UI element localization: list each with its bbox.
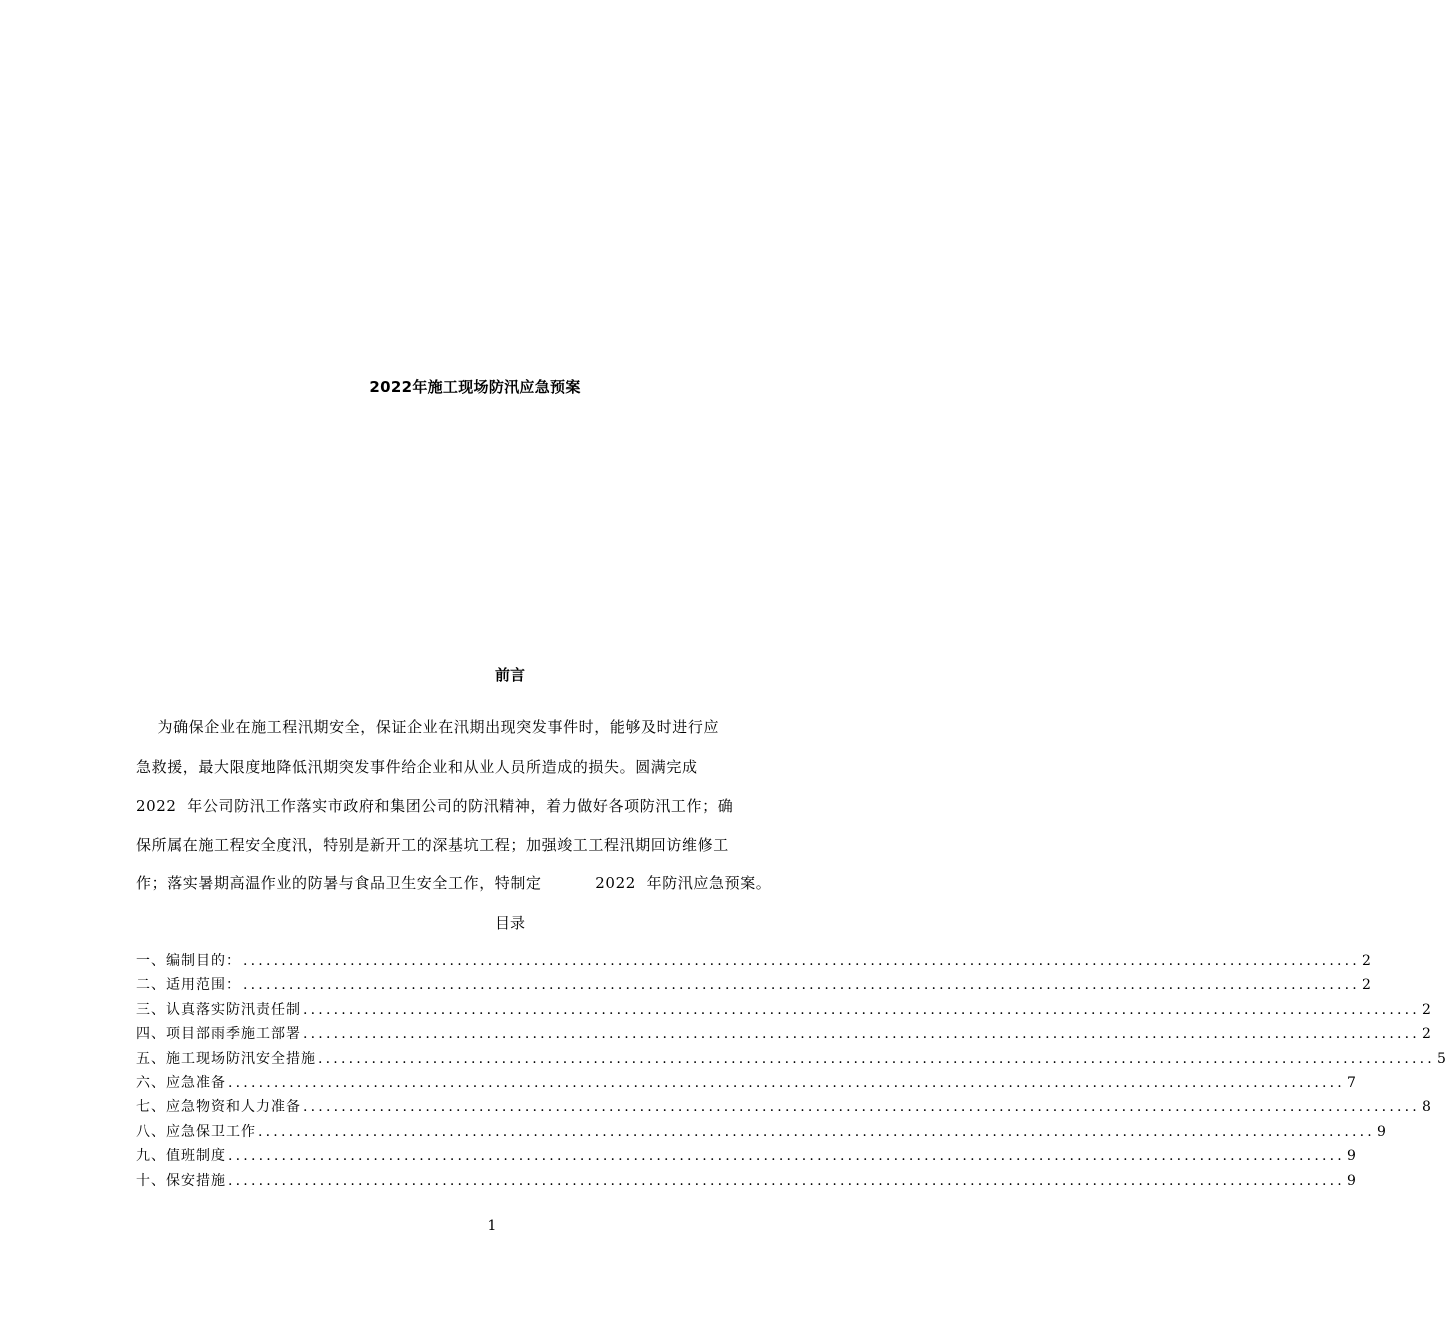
toc-entry-label: 四、项目部雨季施工部署 bbox=[136, 1026, 301, 1043]
toc-entry[interactable] bbox=[136, 1023, 1431, 1047]
toc-entry[interactable] bbox=[136, 999, 1431, 1023]
preface-heading: 前言 bbox=[494, 666, 525, 684]
toc-entry[interactable] bbox=[136, 1121, 1386, 1145]
toc-entry[interactable] bbox=[136, 1170, 1356, 1194]
toc-leader-dots: .................................................................................................................................................. bbox=[303, 1026, 1420, 1043]
toc-entry-page: 9 bbox=[1346, 1172, 1356, 1189]
preface-paragraph-line: 为确保企业在施工程汛期安全，保证企业在汛期出现突发事件时，能够及时进行应 bbox=[136, 718, 720, 736]
toc-leader-dots: .................................................................................................................................................. bbox=[228, 1172, 1345, 1189]
toc-entry-page: 2 bbox=[1421, 1026, 1431, 1043]
toc-entry-label: 七、应急物资和人力准备 bbox=[136, 1099, 301, 1116]
toc-entry[interactable] bbox=[136, 950, 1371, 974]
toc-leader-dots: .................................................................................................................................................. bbox=[258, 1123, 1375, 1140]
toc-entry-page: 8 bbox=[1421, 1099, 1431, 1116]
toc-entry-page: 2 bbox=[1361, 953, 1371, 969]
toc-leader-dots: .................................................................................................................................................. bbox=[228, 1074, 1345, 1091]
page-number: 1 bbox=[487, 1218, 497, 1234]
toc-entry[interactable] bbox=[136, 1096, 1431, 1120]
toc-leader-dots: .................................................................................................................................................. bbox=[243, 977, 1360, 994]
toc-entry[interactable] bbox=[136, 974, 1371, 998]
toc-entry[interactable] bbox=[136, 1145, 1356, 1169]
toc-entry-page: 5 bbox=[1436, 1050, 1446, 1067]
preface-paragraph-line: 作；落实暑期高温作业的防暑与食品卫生安全工作，特制定 2022 年防汛应急预案。 bbox=[136, 874, 772, 892]
toc-leader-dots: .................................................................................................................................................. bbox=[243, 953, 1360, 969]
toc-entry-page: 7 bbox=[1346, 1074, 1356, 1091]
toc-entry-page: 2 bbox=[1421, 1001, 1431, 1018]
toc-heading: 目录 bbox=[494, 914, 525, 932]
toc-entry-label: 六、应急准备 bbox=[136, 1074, 226, 1091]
toc-entry-label: 五、施工现场防汛安全措施 bbox=[136, 1050, 316, 1067]
toc-leader-dots: .................................................................................................................................................. bbox=[303, 1099, 1420, 1116]
toc-entry-label: 一、编制目的： bbox=[136, 953, 241, 969]
toc-leader-dots: .................................................................................................................................................. bbox=[228, 1148, 1345, 1165]
toc-entry-label: 二、适用范围： bbox=[136, 977, 241, 994]
toc-entry-page: 9 bbox=[1346, 1148, 1356, 1165]
toc-leader-dots: .................................................................................................................................................. bbox=[303, 1001, 1420, 1018]
toc-entry-label: 九、值班制度 bbox=[136, 1148, 226, 1165]
toc-entry[interactable] bbox=[136, 1048, 1446, 1072]
preface-paragraph-line: 保所属在施工程安全度汛，特别是新开工的深基坑工程；加强竣工工程汛期回访维修工 bbox=[136, 836, 729, 854]
toc-entry[interactable] bbox=[136, 1072, 1356, 1096]
toc-leader-dots: .................................................................................................................................................. bbox=[318, 1050, 1435, 1067]
toc-entry-page: 2 bbox=[1361, 977, 1371, 994]
preface-paragraph-line: 2022 年公司防汛工作落实市政府和集团公司的防汛精神，着力做好各项防汛工作；确 bbox=[136, 797, 734, 815]
toc-entry-label: 八、应急保卫工作 bbox=[136, 1123, 256, 1140]
toc-entry-page: 9 bbox=[1376, 1123, 1386, 1140]
toc-entry-label: 十、保安措施 bbox=[136, 1172, 226, 1189]
document-title: 2022年施工现场防汛应急预案 bbox=[369, 378, 581, 396]
toc-entry-label: 三、认真落实防汛责任制 bbox=[136, 1001, 301, 1018]
table-of-contents bbox=[136, 950, 1446, 1194]
preface-paragraph-line: 急救援，最大限度地降低汛期突发事件给企业和从业人员所造成的损失。圆满完成 bbox=[136, 758, 698, 776]
